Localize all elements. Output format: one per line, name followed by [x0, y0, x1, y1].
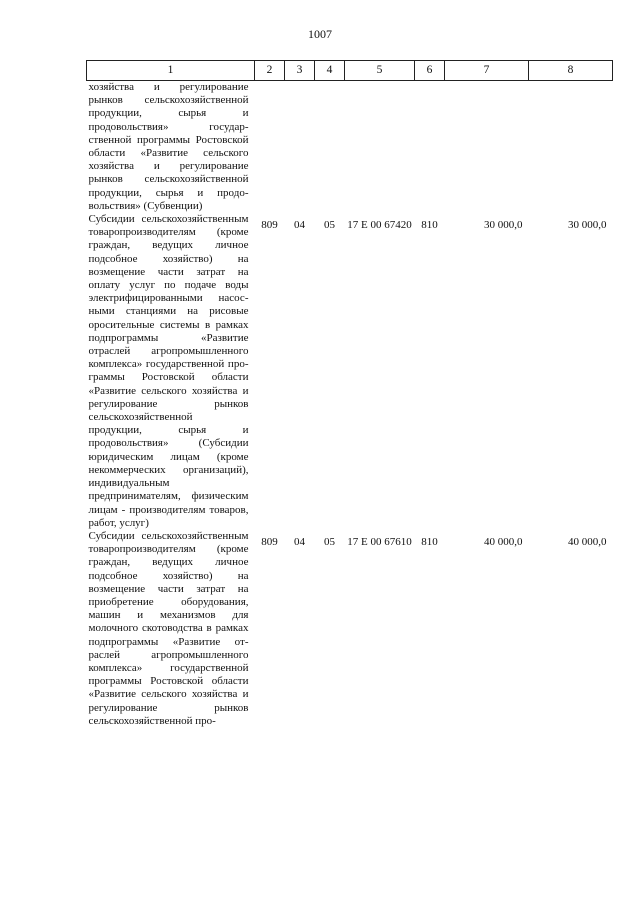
column-header-8: 8 — [529, 61, 613, 81]
table-row — [87, 213, 613, 530]
amount-year-2: 30 000,0 — [568, 219, 607, 232]
page-number: 1007 — [308, 27, 332, 41]
column-header-1: 1 — [87, 61, 255, 81]
amount-year-1: 30 000,0 — [484, 219, 523, 232]
column-header-4: 4 — [315, 61, 345, 81]
column-header-7: 7 — [445, 61, 529, 81]
column-header-3: 3 — [285, 61, 315, 81]
target-article-code: 17 Е 00 67420 — [347, 219, 412, 232]
section-code: 04 — [294, 535, 305, 548]
table-row — [87, 530, 613, 728]
expense-type-code: 810 — [421, 535, 438, 548]
column-header-2: 2 — [255, 61, 285, 81]
column-header-5: 5 — [345, 61, 415, 81]
budget-table — [86, 60, 613, 728]
amount-year-2: 40 000,0 — [568, 535, 607, 548]
header-row — [87, 61, 613, 81]
row-description: Субсидии сельскохозяйственным товаропроизводителям (кроме граждан, ведущих личное подсобное хозяйство) на возмещение части затрат на приобретение оборудования, машин и механизмов для молочного скотоводства в рамках подпрограммы «Развитие отраслей агропромышленного комплекса» государственной программы Ростовской области «Развитие сельского хозяйства и регулирование рынков сельскохозяйственной про- — [88, 529, 249, 727]
row-description: Субсидии сельскохозяйственным товаропроизводителям (кроме граждан, ведущих личное подсобное хозяйство) на возмещение части затрат на оплату услуг по подаче воды электрифицированными насосными станциями на рисовые оросительные системы в рамках подпрограммы «Развитие отраслей агропромышленного комплекса» государственной программы Ростовской области «Развитие сельского хозяйства и регулирование рынков сельскохозяйственной продукции, сырья и продовольствия» (Субсидии юридическим лицам (кроме некоммерческих организаций), индивидуальным предпринимателям, физическим лицам - производителям товаров, работ, услуг) — [88, 213, 249, 529]
subsection-code: 05 — [324, 535, 335, 548]
expense-type-code: 810 — [421, 219, 438, 232]
amount-year-1: 40 000,0 — [484, 535, 523, 548]
ministry-code: 809 — [261, 219, 278, 232]
column-header-6: 6 — [415, 61, 445, 81]
table-row-continuation — [87, 81, 613, 214]
section-code: 04 — [294, 219, 305, 232]
row-description: хозяйства и регулирование рынков сельскохозяйственной продукции, сырья и продовольствия» государственной программы Ростовской области «Развитие сельского хозяйства и регулирование рынков сельскохозяйственной продукции, сырья и продовольствия» (Субвенции) — [88, 81, 249, 212]
subsection-code: 05 — [324, 219, 335, 232]
ministry-code: 809 — [261, 535, 278, 548]
target-article-code: 17 Е 00 67610 — [347, 535, 412, 548]
